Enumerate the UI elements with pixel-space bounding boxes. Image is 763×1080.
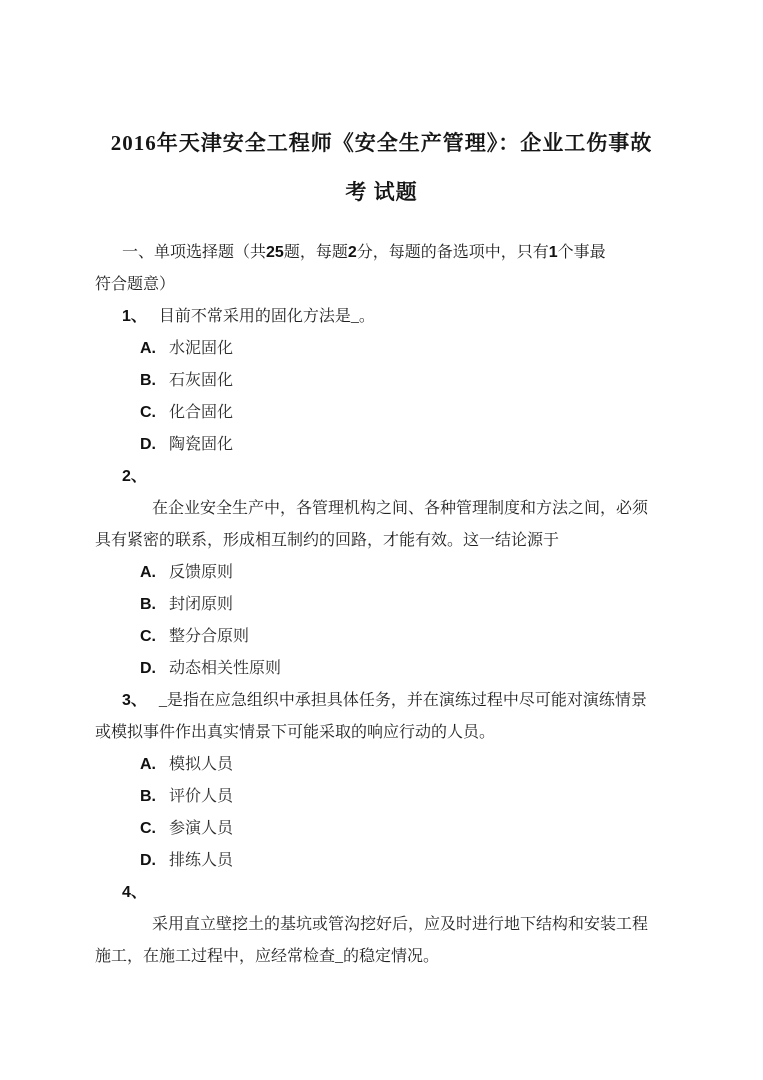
instructions-text-4: 个事最 bbox=[557, 244, 606, 261]
question-1-option-b bbox=[95, 365, 668, 397]
question-2-text-line-1: 在企业安全生产中，各管理机构之间、各种管理制度和方法之间，必须 bbox=[152, 500, 649, 517]
question-1-option-c bbox=[95, 397, 668, 429]
option-c-text: 化合固化 bbox=[169, 404, 234, 421]
question-3-option-d bbox=[95, 845, 668, 877]
points-per-question: 2 bbox=[347, 244, 357, 261]
option-d-text: 陶瓷固化 bbox=[169, 436, 234, 453]
option-a-label: A. bbox=[140, 756, 156, 773]
question-1-option-a bbox=[95, 333, 668, 365]
option-b-text: 评价人员 bbox=[169, 788, 234, 805]
instructions-text-1: 一、单项选择题（共 bbox=[122, 244, 267, 261]
question-3-text: _是指在应急组织中承担具体任务，并在演练过程中尽可能对演练情景 bbox=[158, 692, 647, 709]
option-a-label: A. bbox=[140, 340, 156, 357]
option-d-text: 排练人员 bbox=[169, 852, 234, 869]
question-3-option-b bbox=[95, 781, 668, 813]
instructions-text-3: 分，每题的备选项中，只有 bbox=[356, 244, 549, 261]
question-count: 25 bbox=[266, 244, 284, 261]
question-1-text: 目前不常采用的固化方法是_。 bbox=[158, 308, 375, 325]
question-2-option-b bbox=[95, 589, 668, 621]
document-title bbox=[95, 119, 668, 217]
question-2-text-line-2: 具有紧密的联系，形成相互制约的回路，才能有效。这一结论源于 bbox=[95, 532, 560, 549]
instructions-line-2: 符合题意） bbox=[95, 276, 176, 293]
option-d-label: D. bbox=[140, 660, 156, 677]
instructions-line-1 bbox=[95, 237, 668, 269]
option-c-text: 整分合原则 bbox=[169, 628, 250, 645]
question-1 bbox=[95, 301, 668, 333]
option-c-label: C. bbox=[140, 820, 156, 837]
option-a-text: 反馈原则 bbox=[169, 564, 234, 581]
question-4-number: 4、 bbox=[122, 884, 147, 901]
question-4-text-line-2: 施工，在施工过程中，应经常检查_的稳定情况。 bbox=[95, 948, 440, 965]
option-c-text: 参演人员 bbox=[169, 820, 234, 837]
option-c-label: C. bbox=[140, 404, 156, 421]
question-2-option-c bbox=[95, 621, 668, 653]
instructions-text-2: 题，每题 bbox=[283, 244, 348, 261]
option-d-label: D. bbox=[140, 852, 156, 869]
option-b-text: 石灰固化 bbox=[169, 372, 234, 389]
question-3-option-c bbox=[95, 813, 668, 845]
question-4-text-line-1: 采用直立壁挖土的基坑或管沟挖好后，应及时进行地下结构和安装工程 bbox=[152, 916, 649, 933]
question-3-number: 3、 bbox=[122, 692, 147, 709]
option-b-text: 封闭原则 bbox=[169, 596, 234, 613]
option-b-label: B. bbox=[140, 372, 156, 389]
title-line-2: 考 试题 bbox=[345, 180, 418, 204]
best-answer-count: 1 bbox=[548, 244, 558, 261]
question-2-number: 2、 bbox=[122, 468, 147, 485]
question-3-text-line-1 bbox=[95, 685, 668, 717]
question-3-option-a bbox=[95, 749, 668, 781]
option-a-label: A. bbox=[140, 564, 156, 581]
title-line-1: 2016年天津安全工程师《安全生产管理》：企业工伤事故 bbox=[110, 131, 653, 155]
option-c-label: C. bbox=[140, 628, 156, 645]
question-1-option-d bbox=[95, 429, 668, 461]
question-2-option-d bbox=[95, 653, 668, 685]
option-a-text: 水泥固化 bbox=[169, 340, 234, 357]
option-b-label: B. bbox=[140, 788, 156, 805]
question-3-text-line-2: 或模拟事件作出真实情景下可能采取的响应行动的人员。 bbox=[95, 724, 496, 741]
option-b-label: B. bbox=[140, 596, 156, 613]
option-d-text: 动态相关性原则 bbox=[169, 660, 282, 677]
question-4-number-line bbox=[95, 877, 668, 909]
option-d-label: D. bbox=[140, 436, 156, 453]
option-a-text: 模拟人员 bbox=[169, 756, 234, 773]
question-2-option-a bbox=[95, 557, 668, 589]
question-2-number-line bbox=[95, 461, 668, 493]
question-1-number: 1、 bbox=[122, 308, 147, 325]
